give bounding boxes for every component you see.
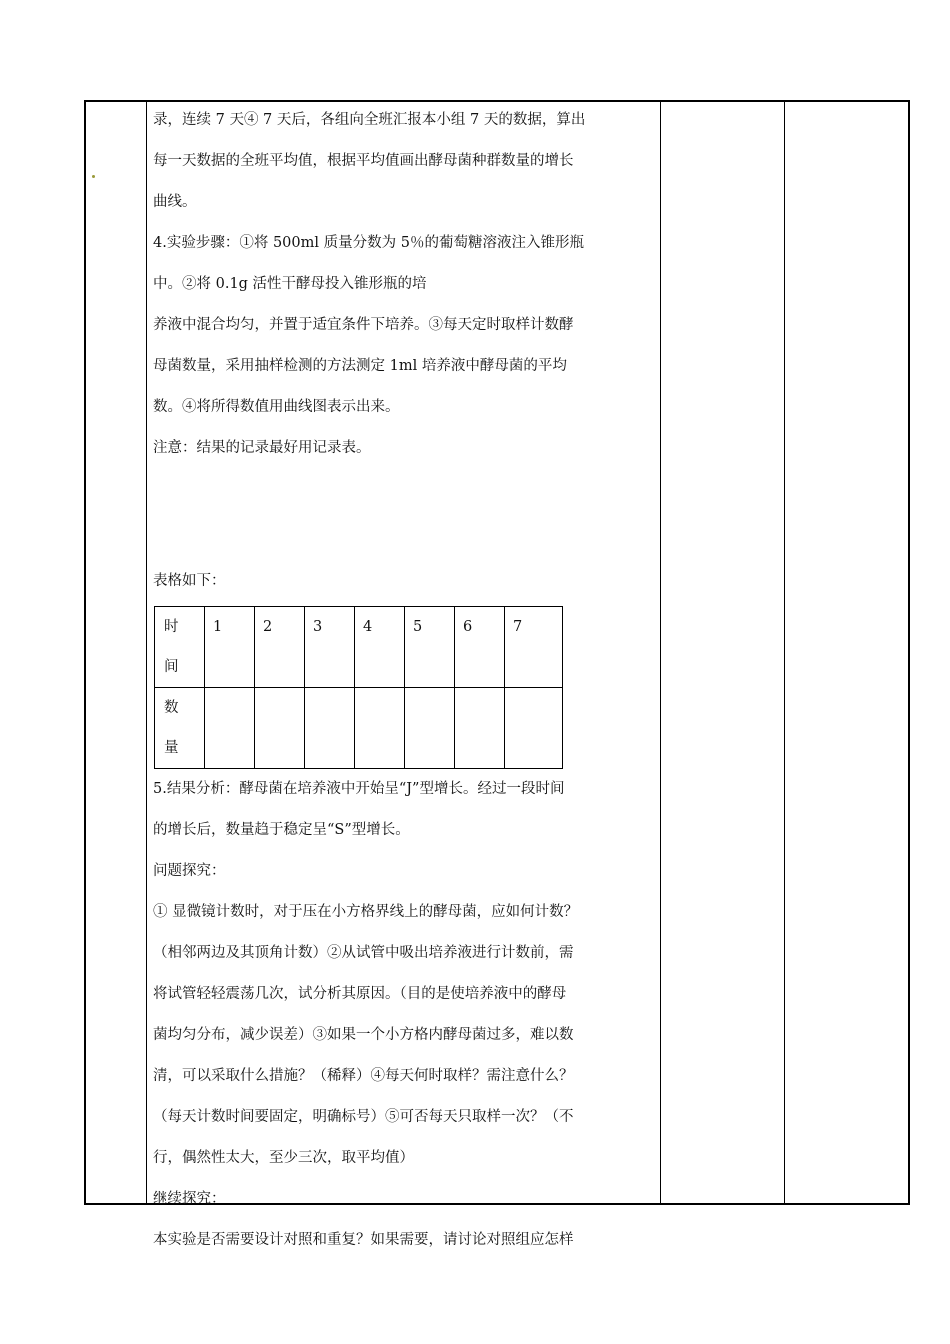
main-content-cell xyxy=(153,100,653,1261)
row-header-count: 数 量 xyxy=(155,688,205,769)
day-cell: 7 xyxy=(505,607,563,688)
paragraph: ① 显微镜计数时，对于压在小方格界线上的酵母菌，应如何计数？ xyxy=(153,904,579,920)
row-header-time: 时 间 xyxy=(155,607,205,688)
day-cell: 1 xyxy=(205,607,255,688)
blank-space xyxy=(153,469,653,561)
empty-cell xyxy=(405,688,455,769)
section-heading: 继续探究： xyxy=(153,1191,226,1207)
paragraph: （相邻两边及其顶角计数）②从试管中吸出培养液进行计数前，需 xyxy=(153,945,574,961)
day-cell: 4 xyxy=(355,607,405,688)
paragraph: 的增长后，数量趋于稳定呈“S”型增长。 xyxy=(153,822,410,838)
paragraph: 本实验是否需要设计对照和重复？如果需要，请讨论对照组应怎样 xyxy=(153,1232,574,1248)
paragraph: 清，可以采取什么措施？（稀释）④每天何时取样？需注意什么？ xyxy=(153,1068,574,1084)
empty-cell xyxy=(305,688,355,769)
empty-cell xyxy=(455,688,505,769)
paragraph: 菌均匀分布，减少误差）③如果一个小方格内酵母菌过多，难以数 xyxy=(153,1027,574,1043)
day-cell: 6 xyxy=(455,607,505,688)
empty-cell xyxy=(355,688,405,769)
stray-mark xyxy=(92,175,95,178)
paragraph: （每天计数时间要固定，明确标号）⑤可否每天只取样一次？（不 xyxy=(153,1109,574,1125)
day-cell: 3 xyxy=(305,607,355,688)
paragraph: 将试管轻轻震荡几次，试分析其原因。（目的是使培养液中的酵母 xyxy=(153,986,567,1002)
note-paragraph: 注意：结果的记录最好用记录表。 xyxy=(153,440,371,456)
empty-cell xyxy=(205,688,255,769)
empty-cell xyxy=(505,688,563,769)
paragraph: 录，连续 7 天④ 7 天后，各组向全班汇报本小组 7 天的数据，算出 xyxy=(153,112,586,128)
empty-cell xyxy=(255,688,305,769)
table-caption: 表格如下： xyxy=(153,573,226,589)
paragraph: 行，偶然性太大，至少三次，取平均值） xyxy=(153,1150,414,1166)
paragraph: 4.实验步骤：①将 500ml 质量分数为 5％的葡萄糖溶液注入锥形瓶 xyxy=(153,235,584,251)
column-divider xyxy=(784,102,785,1203)
paragraph: 母菌数量，采用抽样检测的方法测定 1ml 培养液中酵母菌的平均 xyxy=(153,358,567,374)
day-cell: 2 xyxy=(255,607,305,688)
record-table xyxy=(154,606,563,769)
column-divider xyxy=(660,102,661,1203)
column-divider xyxy=(146,102,147,1203)
paragraph: 数。④将所得数值用曲线图表示出来。 xyxy=(153,399,400,415)
table-row xyxy=(155,607,563,688)
paragraph: 养液中混合均匀，并置于适宜条件下培养。③每天定时取样计数酵 xyxy=(153,317,574,333)
day-cell: 5 xyxy=(405,607,455,688)
section-heading: 问题探究： xyxy=(153,863,226,879)
paragraph: 曲线。 xyxy=(153,194,197,210)
paragraph: 中。②将 0.1g 活性干酵母投入锥形瓶的培 xyxy=(153,276,427,292)
paragraph: 5.结果分析：酵母菌在培养液中开始呈“J”型增长。经过一段时间 xyxy=(153,781,565,797)
table-row xyxy=(155,688,563,769)
paragraph: 每一天数据的全班平均值，根据平均值画出酵母菌种群数量的增长 xyxy=(153,153,574,169)
